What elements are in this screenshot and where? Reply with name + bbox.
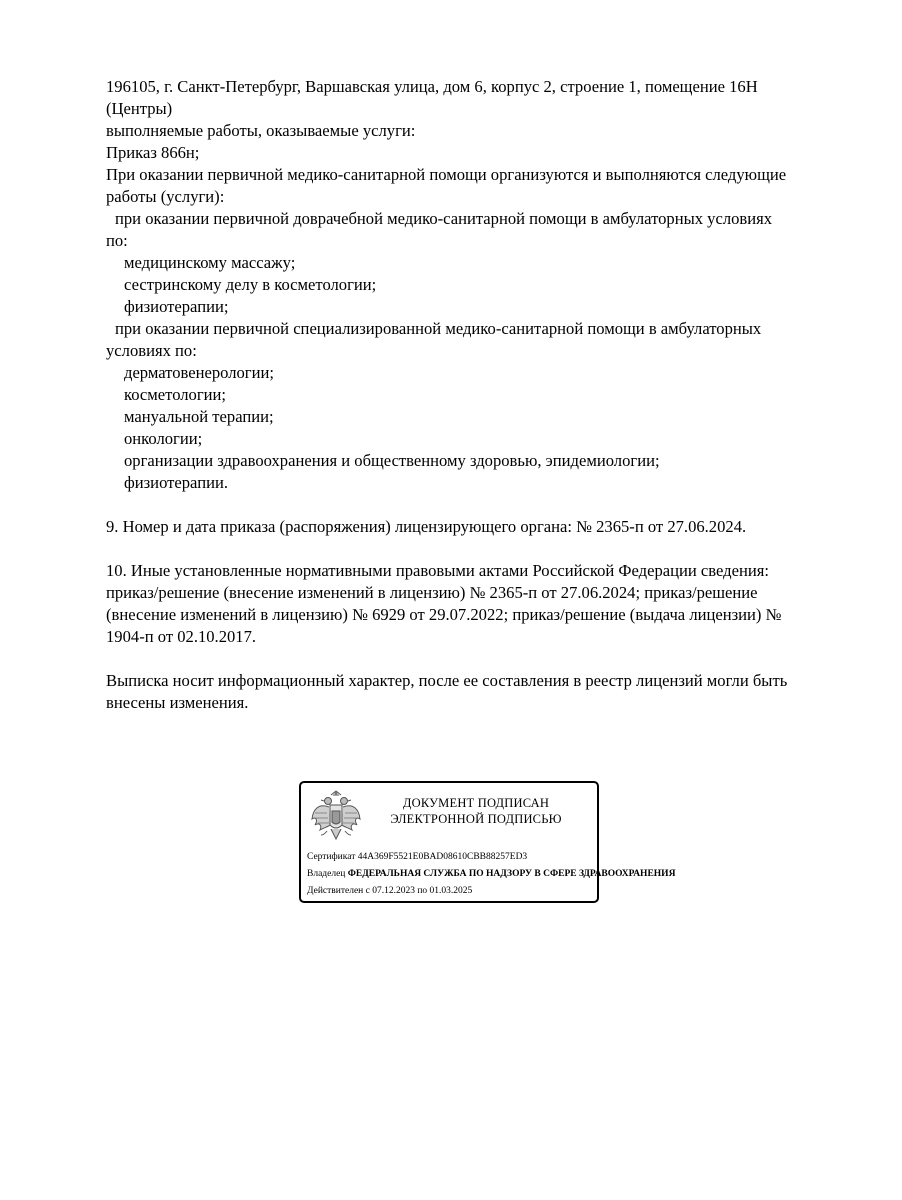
stamp-title — [361, 795, 591, 827]
prehospital-care-line: при оказании первичной доврачебной медико-санитарной помощи в амбулаторных условиях — [115, 209, 773, 228]
stamp-title-line2: ЭЛЕКТРОННОЙ ПОДПИСЬЮ — [390, 812, 562, 826]
address-line-cont: (Центры) — [106, 99, 173, 118]
signature-stamp — [299, 781, 676, 903]
service-item: физиотерапии. — [124, 473, 228, 492]
validity-row: Действителен с 07.12.2023 по 01.03.2025 — [307, 886, 473, 896]
service-item: организации здравоохранения и общественному здоровью, эпидемиологии; — [124, 451, 660, 470]
disclaimer-note: Выписка носит информационный характер, после ее составления в реестр лицензий могли быть — [106, 671, 788, 690]
service-item: физиотерапии; — [124, 297, 229, 316]
certificate-row — [307, 849, 627, 866]
service-item: косметологии; — [124, 385, 227, 404]
works-heading: выполняемые работы, оказываемые услуги: — [106, 121, 416, 140]
disclaimer-note-cont: внесены изменения. — [106, 693, 249, 712]
specialized-care-line: при оказании первичной специализированной медико-санитарной помощи в амбулаторных — [115, 319, 762, 338]
owner-label: Владелец — [307, 869, 346, 879]
stamp-info — [307, 849, 676, 900]
primary-care-line: При оказании первичной медико-санитарной помощи организуются и выполняются следующие — [106, 165, 787, 184]
service-item: онкологии; — [124, 429, 203, 448]
document-body — [106, 76, 851, 714]
service-item: медицинскому массажу; — [124, 253, 296, 272]
order-line: Приказ 866н; — [106, 143, 200, 162]
coat-of-arms-icon — [309, 789, 363, 845]
certificate-label: Сертификат — [307, 852, 356, 862]
item-10-cont: приказ/решение (внесение изменений в лицензию) № 2365-п от 27.06.2024; приказ/решение — [106, 583, 758, 602]
specialized-care-line-cont: условиях по: — [106, 341, 197, 360]
service-item: дерматовенерологии; — [124, 363, 274, 382]
certificate-value: 44A369F5521E0BAD08610CBB88257ED3 — [357, 852, 528, 862]
owner-value: ФЕДЕРАЛЬНАЯ СЛУЖБА ПО НАДЗОРУ В СФЕРЕ ЗДРАВООХРАНЕНИЯ — [347, 869, 676, 879]
item-10-cont: 1904-п от 02.10.2017. — [106, 627, 257, 646]
stamp-title-line1: ДОКУМЕНТ ПОДПИСАН — [402, 796, 550, 810]
service-item: мануальной терапии; — [124, 407, 274, 426]
primary-care-line-cont: работы (услуги): — [106, 187, 225, 206]
item-10-cont: (внесение изменений в лицензию) № 6929 от 29.07.2022; приказ/решение (выдача лицензии) № — [106, 605, 782, 624]
item-10: 10. Иные установленные нормативными правовыми актами Российской Федерации сведения: — [106, 561, 769, 580]
owner-row — [307, 866, 676, 883]
item-9: 9. Номер и дата приказа (распоряжения) лицензирующего органа: № 2365-п от 27.06.2024. — [106, 517, 747, 536]
address-line: 196105, г. Санкт-Петербург, Варшавская улица, дом 6, корпус 2, строение 1, помещение 16Н — [106, 77, 758, 96]
service-item: сестринскому делу в косметологии; — [124, 275, 377, 294]
prehospital-care-line-cont: по: — [106, 231, 128, 250]
